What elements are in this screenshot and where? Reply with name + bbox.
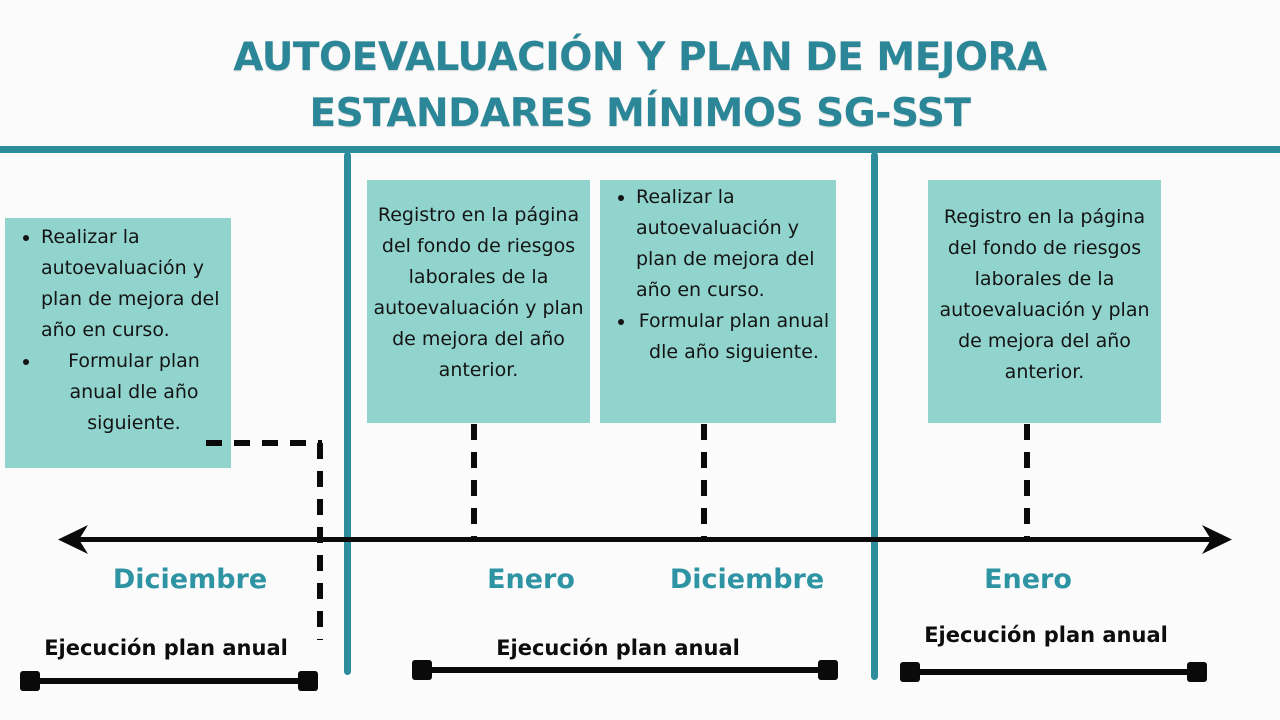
execution-plan-label-1: Ejecución plan anual — [44, 636, 288, 660]
title-line-1: AUTOEVALUACIÓN Y PLAN DE MEJORA — [233, 35, 1047, 80]
connector-box3-dash — [701, 424, 707, 538]
note-box-registro-1: Registro en la página del fondo de riesgos laborales de la autoevaluación y plan de mejora del año anterior. — [367, 180, 590, 423]
execution-bar-2 — [412, 660, 838, 680]
month-label-enero-1: Enero — [487, 564, 575, 595]
execution-bar-endpoint-left — [20, 671, 40, 691]
note-item: • Formular plan anual dle año siguiente. — [41, 346, 227, 439]
title-divider-rule — [0, 146, 1280, 153]
section-divider-1 — [344, 152, 351, 675]
execution-bar-line — [416, 667, 834, 673]
execution-bar-endpoint-left — [900, 662, 920, 682]
note-bullet-list — [5, 222, 227, 439]
note-box-autoevaluacion-2 — [600, 180, 836, 423]
note-item: • Formular plan anual dle año siguiente. — [636, 306, 832, 368]
section-divider-2 — [871, 152, 878, 680]
execution-bar-line — [904, 669, 1203, 675]
note-bullet-list — [600, 182, 832, 368]
title-line-2: ESTANDARES MÍNIMOS SG-SST — [309, 91, 971, 136]
execution-bar-endpoint-right — [1187, 662, 1207, 682]
page-title — [0, 30, 1280, 142]
month-label-diciembre-1: Diciembre — [112, 564, 268, 595]
execution-bar-endpoint-left — [412, 660, 432, 680]
timeline-axis — [66, 537, 1224, 542]
note-box-registro-2: Registro en la página del fondo de riesgos laborales de la autoevaluación y plan de mejora del año anterior. — [928, 180, 1161, 423]
note-item: • Realizar la autoevaluación y plan de mejora del año en curso. — [636, 182, 832, 306]
note-item: • Realizar la autoevaluación y plan de mejora del año en curso. — [41, 222, 227, 346]
connector-box1-horizontal-dash — [206, 440, 322, 446]
execution-bar-1 — [20, 671, 318, 691]
execution-plan-label-3: Ejecución plan anual — [924, 623, 1168, 647]
note-box-autoevaluacion-1 — [5, 218, 231, 468]
connector-box2-dash — [471, 424, 477, 538]
month-label-enero-2: Enero — [984, 564, 1072, 595]
execution-bar-endpoint-right — [298, 671, 318, 691]
execution-bar-endpoint-right — [818, 660, 838, 680]
execution-bar-3 — [900, 662, 1207, 682]
execution-plan-label-2: Ejecución plan anual — [496, 636, 740, 660]
connector-box4-dash — [1024, 424, 1030, 538]
month-label-diciembre-2: Diciembre — [669, 564, 825, 595]
execution-bar-line — [24, 678, 314, 684]
